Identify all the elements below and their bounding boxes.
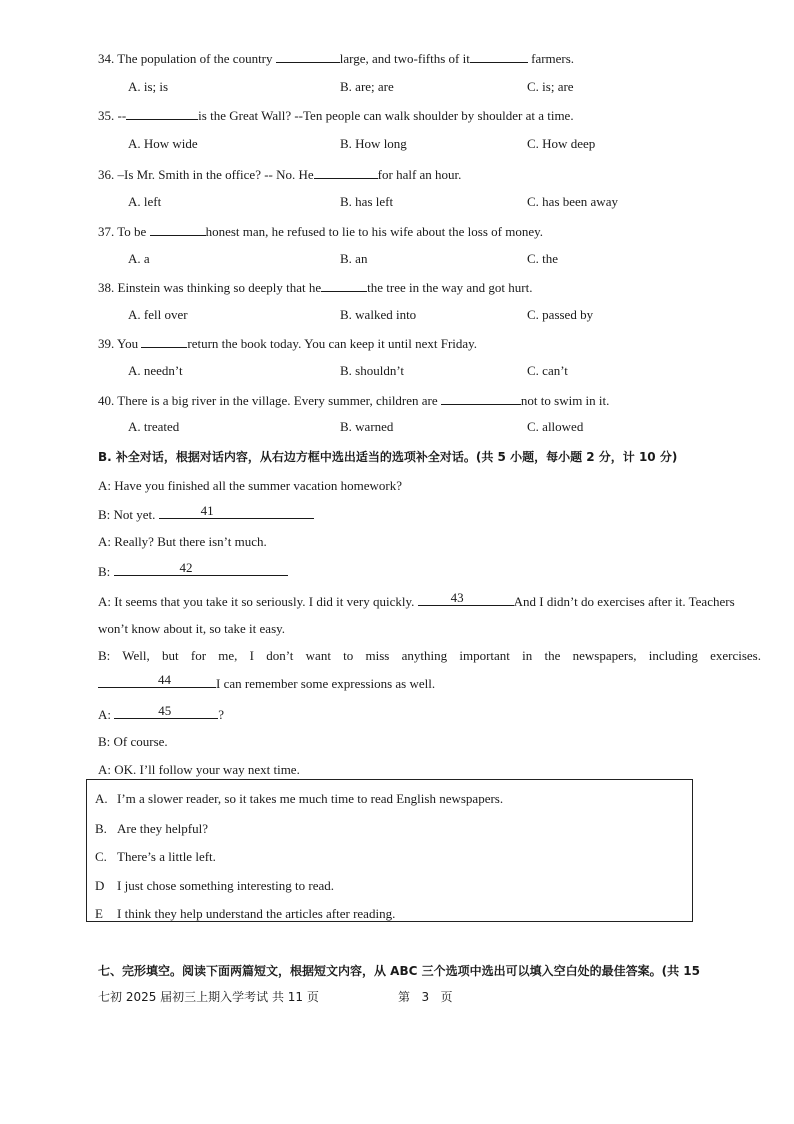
dialogue-text: A: It seems that you take it so seriously. I did it very quickly. <box>98 594 415 609</box>
option-c: C. the <box>527 251 559 266</box>
answer-blank[interactable] <box>321 278 367 292</box>
question-number: 36. <box>98 167 115 182</box>
answer-blank-43[interactable] <box>418 592 514 606</box>
question-39 <box>98 334 477 353</box>
question-number: 35. <box>98 108 115 123</box>
blank-number: 43 <box>450 590 464 605</box>
answer-blank[interactable] <box>314 165 378 179</box>
question-38 <box>98 278 532 297</box>
option-text: There’s a little left. <box>117 849 216 864</box>
question-text: not to swim in it. <box>520 393 610 408</box>
answer-blank[interactable] <box>141 334 187 348</box>
option-a: A. treated <box>128 419 180 434</box>
box-option-a <box>95 790 503 808</box>
option-c: C. has been away <box>527 194 618 209</box>
option-b: B. warned <box>340 419 394 434</box>
section-7-heading: 七、完形填空。阅读下面两篇短文，根据短文内容，从 ABC 三个选项中选出可以填入空白处的最佳答案。(共 15 <box>98 964 700 978</box>
answer-blank[interactable] <box>441 391 521 405</box>
option-a: A. fell over <box>128 307 188 322</box>
box-option-d <box>95 877 334 895</box>
dialogue-text: And I didn’t do exercises after it. Teachers <box>513 594 735 609</box>
question-text: -- <box>117 108 127 123</box>
footer-exam-info: 七初 2025 届初三上期入学考试 共 11 页 <box>98 990 319 1004</box>
dialogue-line <box>98 562 288 581</box>
option-letter: E <box>95 906 103 921</box>
option-text: Are they helpful? <box>117 821 208 836</box>
answer-blank[interactable] <box>470 49 528 63</box>
dialogue-line: A: Really? But there isn’t much. <box>98 534 267 549</box>
question-number: 38. <box>98 280 115 295</box>
options-box <box>86 779 693 922</box>
option-text: I just chose something interesting to read. <box>117 878 334 893</box>
blank-number: 42 <box>179 560 193 575</box>
option-letter: B. <box>95 821 107 836</box>
dialogue-text: I can remember some expressions as well. <box>216 676 436 691</box>
question-text: –Is Mr. Smith in the office? -- No. He <box>117 167 314 182</box>
dialogue-line: B: Well, but for me, I don’t want to miss anything important in the newspapers, including exercises. <box>98 648 761 663</box>
answer-blank-41[interactable] <box>159 505 314 519</box>
question-text: for half an hour. <box>377 167 462 182</box>
option-a: A. How wide <box>128 136 198 151</box>
question-number: 37. <box>98 224 115 239</box>
dialogue-line: B: Of course. <box>98 734 168 749</box>
answer-blank-44[interactable] <box>98 674 216 688</box>
dialogue-line: A: OK. I’ll follow your way next time. <box>98 762 300 777</box>
option-b: B. How long <box>340 136 407 151</box>
option-letter: A. <box>95 791 108 806</box>
option-c: C. is; are <box>527 79 574 94</box>
blank-number: 45 <box>158 703 172 718</box>
question-text: large, and two-fifths of it <box>339 51 470 66</box>
option-text: I’m a slower reader, so it takes me much time to read English newspapers. <box>117 791 504 806</box>
box-option-c <box>95 848 216 866</box>
question-34 <box>98 49 574 68</box>
option-c: C. can’t <box>527 363 568 378</box>
dialogue-text: ? <box>218 707 225 722</box>
answer-blank[interactable] <box>150 222 206 236</box>
option-text: I think they help understand the articles after reading. <box>117 906 396 921</box>
dialogue-line <box>98 705 224 724</box>
answer-blank-45[interactable] <box>114 705 218 719</box>
question-text: There is a big river in the village. Every summer, children are <box>117 393 438 408</box>
question-text: return the book today. You can keep it until next Friday. <box>187 336 478 351</box>
question-number: 40. <box>98 393 115 408</box>
dialogue-text: B: Not yet. <box>98 507 156 522</box>
option-b: B. has left <box>340 194 394 209</box>
question-text: To be <box>117 224 147 239</box>
option-b: B. an <box>340 251 368 266</box>
question-text: honest man, he refused to lie to his wife about the loss of money. <box>205 224 544 239</box>
option-c: C. How deep <box>527 136 596 151</box>
question-text: Einstein was thinking so deeply that he <box>117 280 322 295</box>
option-b: B. are; are <box>340 79 394 94</box>
dialogue-line <box>98 505 314 524</box>
dialogue-text: A: <box>98 707 111 722</box>
dialogue-line <box>98 674 435 693</box>
question-number: 34. <box>98 51 115 66</box>
dialogue-line: A: Have you finished all the summer vacation homework? <box>98 478 402 493</box>
option-letter: D <box>95 878 105 893</box>
answer-blank[interactable] <box>276 49 340 63</box>
answer-blank-42[interactable] <box>114 562 288 576</box>
option-c: C. allowed <box>527 419 584 434</box>
question-35 <box>98 106 574 125</box>
option-letter: C. <box>95 849 107 864</box>
question-text: the tree in the way and got hurt. <box>367 280 533 295</box>
question-37 <box>98 222 543 241</box>
blank-number: 41 <box>200 503 214 518</box>
question-40 <box>98 391 609 410</box>
option-a: A. is; is <box>128 79 169 94</box>
question-text: farmers. <box>531 51 575 66</box>
option-a: A. left <box>128 194 162 209</box>
dialogue-line: won’t know about it, so take it easy. <box>98 621 286 636</box>
dialogue-line <box>98 592 735 611</box>
question-text: The population of the country <box>117 51 273 66</box>
option-c: C. passed by <box>527 307 594 322</box>
option-a: A. a <box>128 251 150 266</box>
box-option-e <box>95 905 395 923</box>
section-b-heading: B. 补全对话，根据对话内容，从右边方框中选出适当的选项补全对话。(共 5 小题，每小题 2 分，计 10 分) <box>98 450 678 464</box>
option-b: B. walked into <box>340 307 417 322</box>
dialogue-text: B: <box>98 564 111 579</box>
answer-blank[interactable] <box>126 106 198 120</box>
box-option-b <box>95 820 208 838</box>
question-text: is the Great Wall? --Ten people can walk shoulder by shoulder at a time. <box>198 108 574 123</box>
question-text: You <box>117 336 139 351</box>
option-b: B. shouldn’t <box>340 363 405 378</box>
footer-page-number: 第 3 页 <box>398 990 453 1004</box>
question-36 <box>98 165 461 184</box>
question-number: 39. <box>98 336 115 351</box>
blank-number: 44 <box>158 672 171 687</box>
option-a: A. needn’t <box>128 363 183 378</box>
